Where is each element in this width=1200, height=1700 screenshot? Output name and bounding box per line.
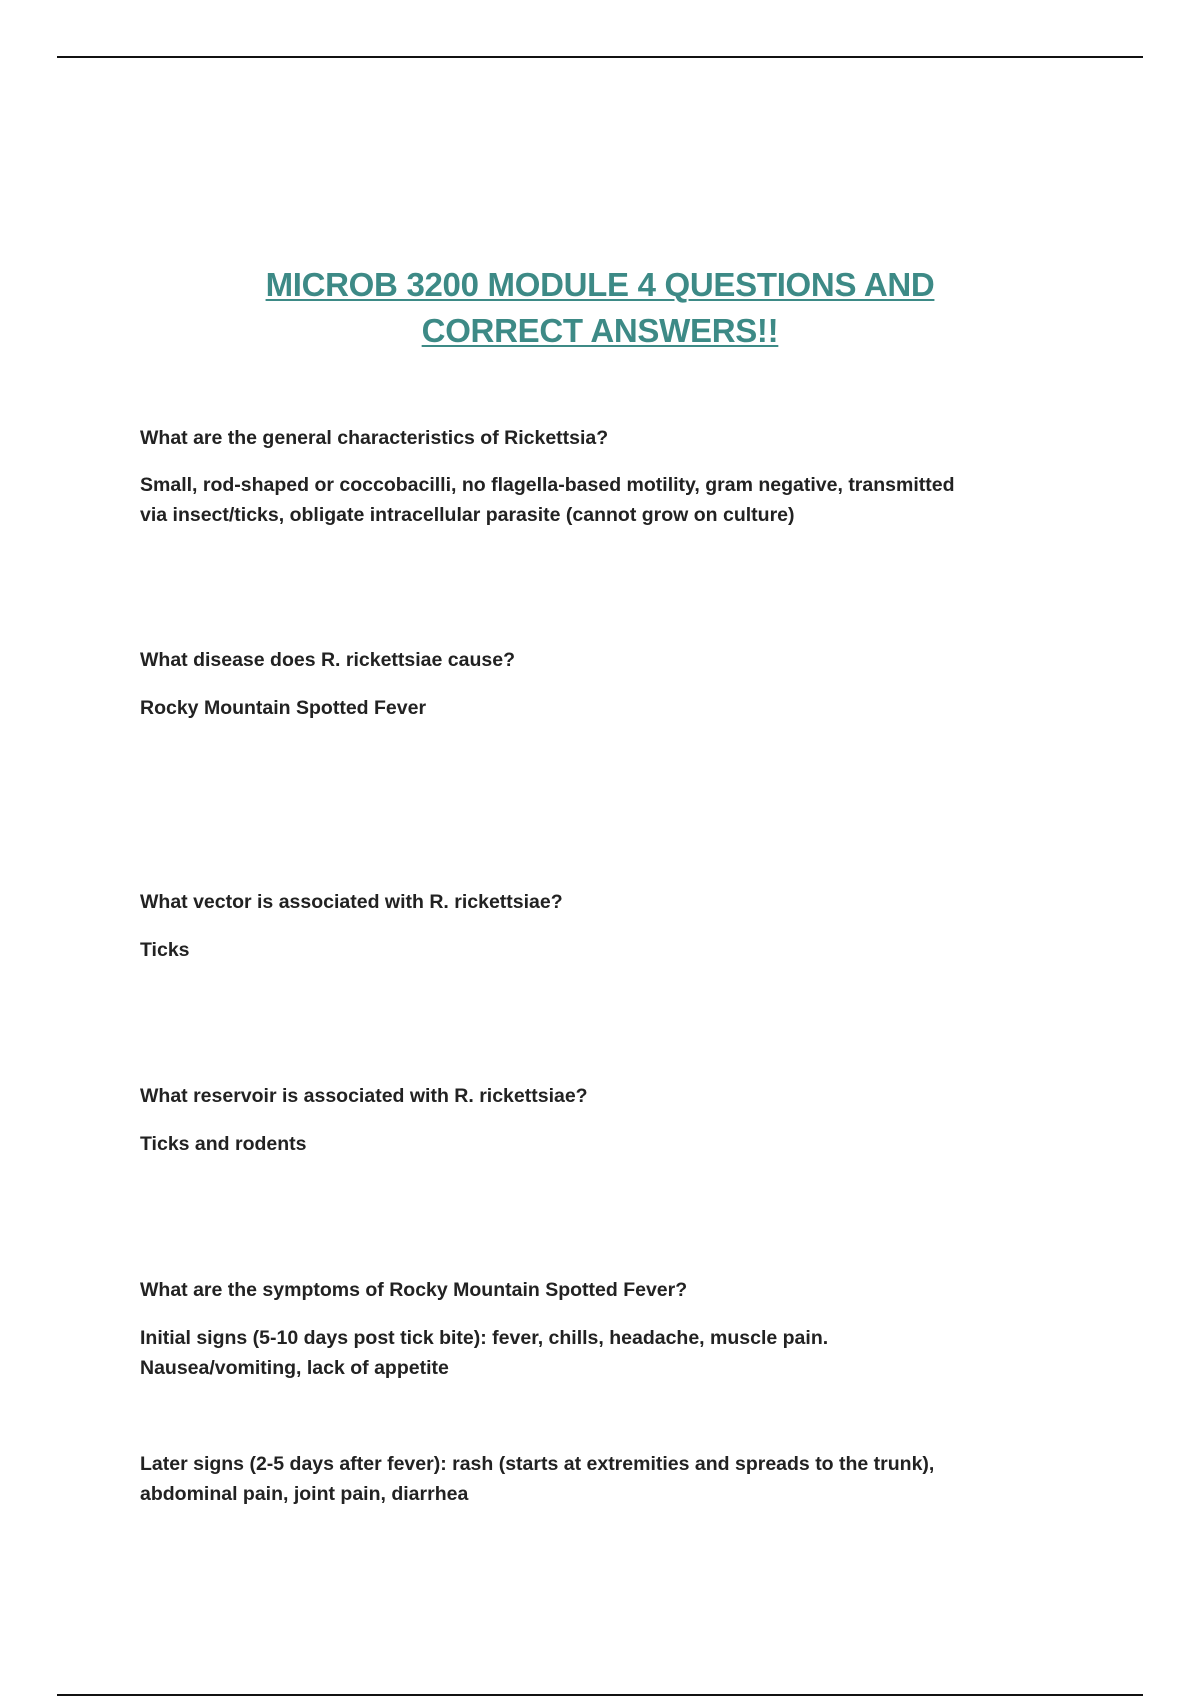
qa-item-5 xyxy=(140,1275,1080,1509)
answer-4: Ticks and rodents xyxy=(140,1133,307,1155)
answer-5-line-1: Initial signs (5-10 days post tick bite): fever, chills, headache, muscle pain. xyxy=(140,1327,829,1349)
answer-1-line-2: via insect/ticks, obligate intracellular parasite (cannot grow on culture) xyxy=(140,504,795,526)
question-2: What disease does R. rickettsiae cause? xyxy=(140,649,515,671)
title-line-1: MICROB 3200 MODULE 4 QUESTIONS AND xyxy=(265,266,935,303)
qa-item-1 xyxy=(140,423,1080,530)
answer-1-line-1: Small, rod-shaped or coccobacilli, no flagella-based motility, gram negative, transmitted xyxy=(140,474,955,496)
qa-item-3 xyxy=(140,887,1080,965)
answer-5-later-line-2: abdominal pain, joint pain, diarrhea xyxy=(140,1483,469,1505)
qa-item-4 xyxy=(140,1081,1080,1159)
answer-3: Ticks xyxy=(140,939,190,961)
answer-2: Rocky Mountain Spotted Fever xyxy=(140,697,427,719)
title-line-2: CORRECT ANSWERS!! xyxy=(421,312,779,349)
qa-item-2 xyxy=(140,645,1080,723)
answer-5-later-line-1: Later signs (2-5 days after fever): rash (starts at extremities and spreads to the trunk), xyxy=(140,1453,935,1475)
document-title xyxy=(0,262,1200,354)
answer-5-line-2: Nausea/vomiting, lack of appetite xyxy=(140,1357,449,1379)
question-5: What are the symptoms of Rocky Mountain Spotted Fever? xyxy=(140,1279,688,1301)
question-4: What reservoir is associated with R. rickettsiae? xyxy=(140,1085,588,1107)
bottom-rule xyxy=(57,1694,1143,1696)
question-1: What are the general characteristics of Rickettsia? xyxy=(140,427,609,449)
question-3: What vector is associated with R. rickettsiae? xyxy=(140,891,563,913)
top-rule xyxy=(57,56,1143,58)
